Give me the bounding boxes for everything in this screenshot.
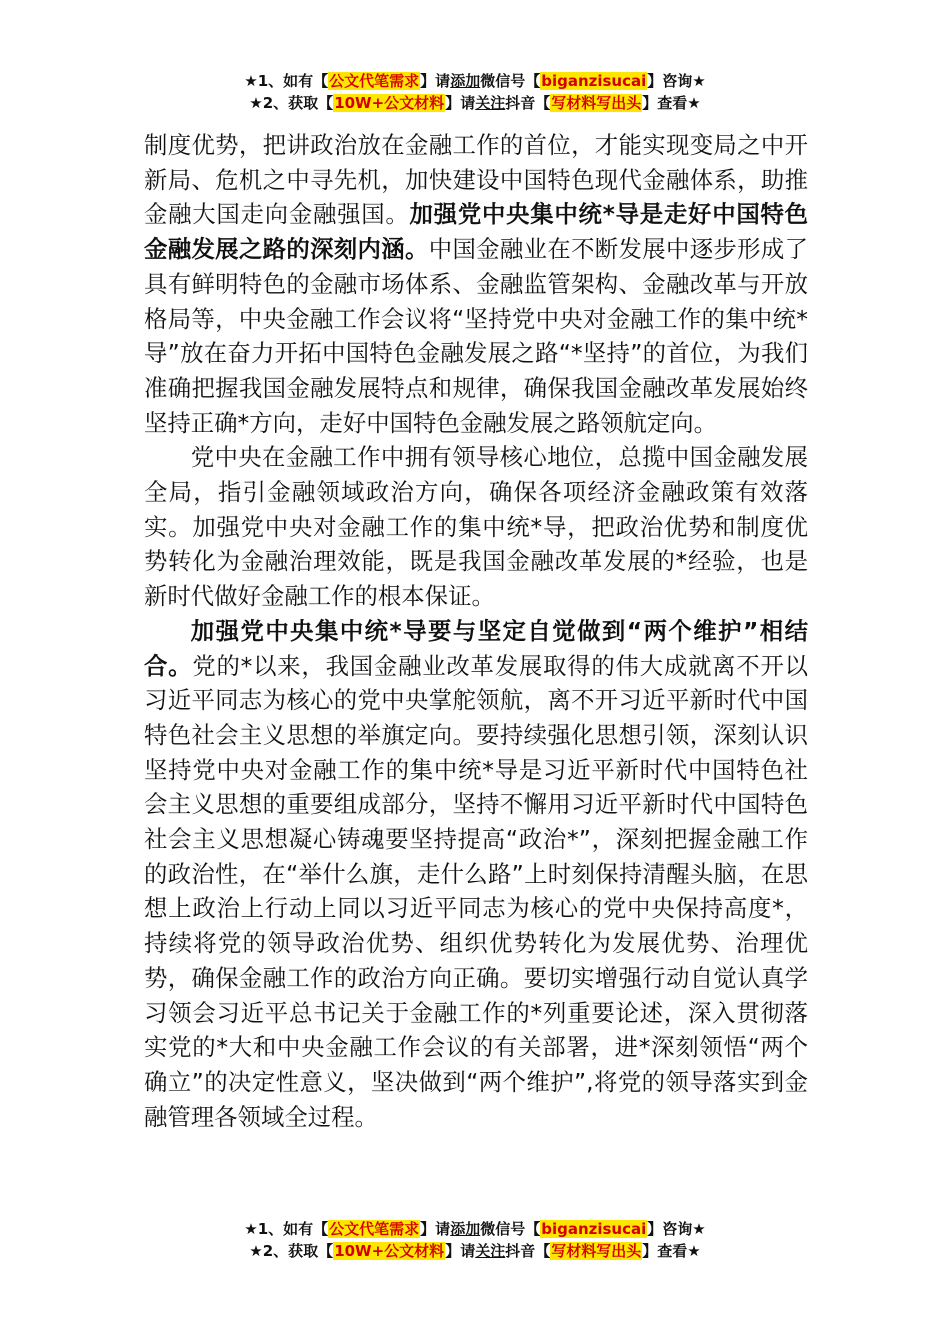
banner-text: 】请: [445, 1242, 476, 1260]
paragraph-text: 党的*以来，我国金融业改革发展取得的伟大成就离不开以习近平同志为核心的党中央掌舵领航，离不开习近平新时代中国特色社会主义思想的举旗定向。要持续强化思想引领，深刻认识坚持党中央对金融工作的集中统*导是习近平新时代中国特色社会主义思想的重要组成部分，坚持不懈用习近平新时代中国特色社会主义思想凝心铸魂要坚持提高“政治*”，深刻把握金融工作的政治性，在“举什么旗，走什么路”上时刻保持清醒头脑，在思想上政治上行动上同以习近平同志为核心的党中央保持高度*，持续将党的领导政治优势、组织优势转化为发展优势、治理优势，确保金融工作的政治方向正确。要切实增强行动自觉认真学习领会习近平总书记关于金融工作的*列重要论述，深入贯彻落实党的*大和中央金融工作会议的有关部署，进*深刻领悟“两个确立”的决定性意义，坚决做到“两个维护”,将党的领导落实到金融管理各领域全过程。: [144, 651, 808, 1131]
banner-text: ★2、获取【: [249, 94, 334, 112]
paragraph-bold-heading: 加强党中央集中统*导是走好中国特色金融发展之路的深刻内涵。: [144, 200, 809, 264]
banner-highlight: biganzisucai: [541, 1220, 647, 1238]
banner-underline: 关注: [475, 94, 506, 112]
banner-highlight: 写材料写出头: [551, 1242, 642, 1260]
banner-text: 】查看★: [642, 94, 701, 112]
banner-highlight: biganzisucai: [541, 72, 647, 90]
banner-text: 微信号【: [480, 72, 541, 90]
paragraph-text: 中国金融业在不断发展中逐步形成了具有鲜明特色的金融市场体系、金融监管架构、金融改革与开放格局等，中央金融工作会议将“坚持党中央对金融工作的集中统*导”放在奋力开拓中国特色金融发展之路“*坚持”的首位，为我们准确把握我国金融发展特点和规律，确保我国金融改革发展始终坚持正确*方向，走好中国特色金融发展之路领航定向。: [144, 235, 809, 437]
banner-text: 】咨询★: [647, 72, 706, 90]
banner-text: 抖音【: [505, 94, 551, 112]
banner-highlight: 公文代笔需求: [329, 1220, 420, 1238]
banner-highlight: 写材料写出头: [551, 94, 642, 112]
banner-highlight: 10W+公文材料: [334, 94, 445, 112]
banner-line-2: [0, 92, 950, 114]
banner-line-1: [0, 70, 950, 92]
paragraph-2: 党中央在金融工作中拥有领导核心地位，总揽中国金融发展全局，指引金融领域政治方向，确保各项经济金融政策有效落实。加强党中央对金融工作的集中统*导，把政治优势和制度优势转化为金融治理效能，既是我国金融改革发展的*经验，也是新时代做好金融工作的根本保证。: [144, 443, 808, 611]
banner-underline: 关注: [475, 1242, 506, 1260]
footer-banner: [0, 1218, 950, 1262]
banner-text: 】请: [420, 72, 451, 90]
paragraph-3: [144, 614, 808, 1135]
banner-line-1: [0, 1218, 950, 1240]
banner-underline: 添加: [450, 1220, 481, 1238]
banner-text: 抖音【: [505, 1242, 551, 1260]
banner-text: 】请: [420, 1220, 451, 1238]
banner-text: 微信号【: [480, 1220, 541, 1238]
header-banner: [0, 70, 950, 114]
paragraph-bold-heading: 加强党中央集中统*导要与坚定自觉做到“两个维护”相结合。: [144, 616, 808, 680]
document-body: [144, 128, 808, 1134]
banner-text: ★1、如有【: [244, 1220, 329, 1238]
banner-text: ★2、获取【: [249, 1242, 334, 1260]
banner-line-2: [0, 1240, 950, 1262]
paragraph-text: 制度优势，把讲政治放在金融工作的首位，才能实现变局之中开新局、危机之中寻先机，加快建设中国特色现代金融体系，助推金融大国走向金融强国。: [144, 131, 808, 229]
banner-underline: 添加: [450, 72, 481, 90]
paragraph-1: [144, 128, 808, 440]
banner-highlight: 公文代笔需求: [329, 72, 420, 90]
banner-text: 】咨询★: [647, 1220, 706, 1238]
banner-text: ★1、如有【: [244, 72, 329, 90]
banner-text: 】查看★: [642, 1242, 701, 1260]
banner-text: 】请: [445, 94, 476, 112]
banner-highlight: 10W+公文材料: [334, 1242, 445, 1260]
